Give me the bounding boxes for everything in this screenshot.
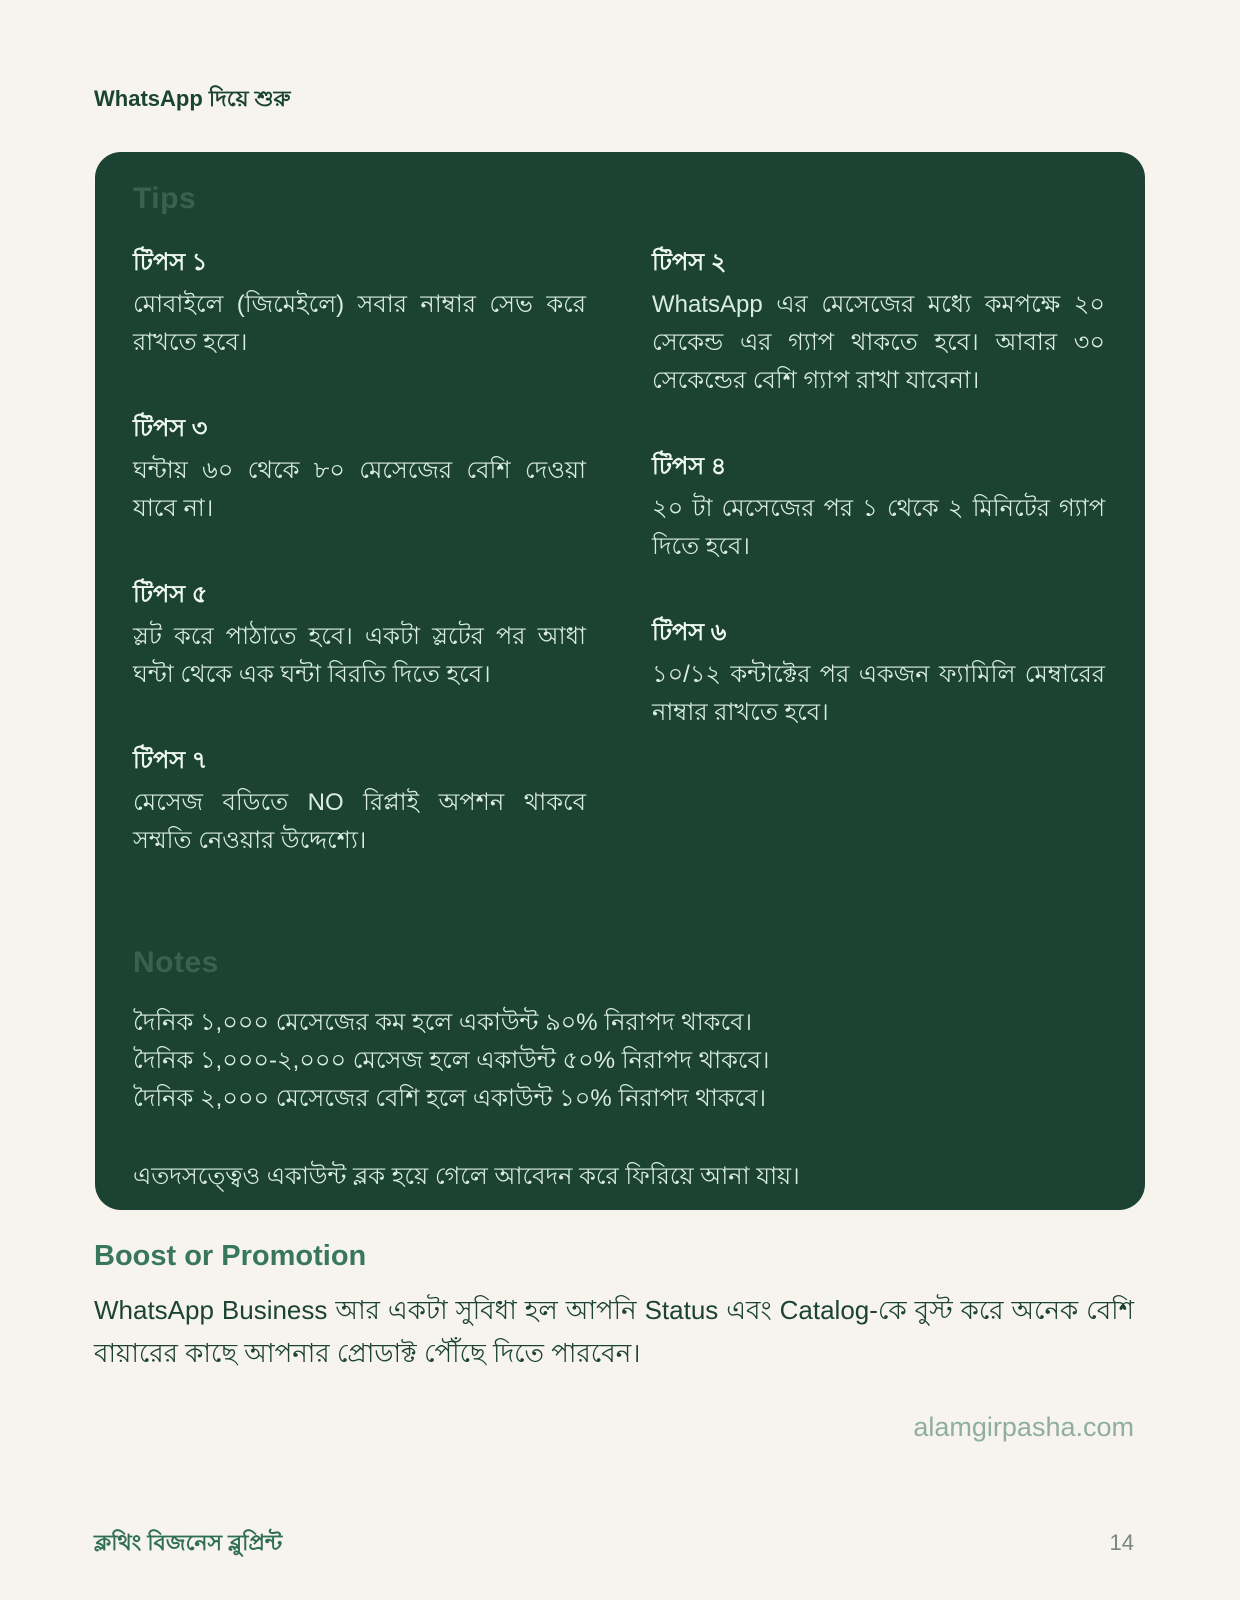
tip-2-title: টিপস ২ [652,249,727,276]
footer-book-title: ক্লথিং বিজনেস ব্লুপ্রিন্ট [94,1530,283,1555]
tip-2 [652,244,1105,400]
tip-6 [652,614,1105,732]
tip-2-body: WhatsApp এর মেসেজের মধ্যে কমপক্ষে ২০ সেকেন্ড এর গ্যাপ থাকতে হবে। আবার ৩০ সেকেন্ডের বেশি গ্যাপ রাখা যাবেনা। [652,291,1105,394]
tip-3-title: টিপস ৩ [133,415,208,442]
tip-3-body: ঘন্টায় ৬০ থেকে ৮০ মেসেজের বেশি দেওয়া যাবে না। [133,457,586,522]
watermark-url: alamgirpasha.com [913,1412,1134,1442]
notes-list [133,1004,1105,1118]
tips-heading: Tips [133,182,197,215]
boost-body: WhatsApp Business আর একটা সুবিধা হল আপনি Status এবং Catalog-কে বুস্ট করে অনেক বেশি বায়ারের কাছে আপনার প্রোডাক্ট পৌঁছে দিতে পারবেন। [94,1295,1134,1368]
tips-column-right [652,244,1105,860]
tip-4-body: ২০ টা মেসেজের পর ১ থেকে ২ মিনিটের গ্যাপ দিতে হবে। [652,495,1105,560]
tip-5 [133,576,586,694]
tip-5-title: টিপস ৫ [133,581,208,608]
boost-section [94,1240,1134,1375]
tip-1 [133,244,586,362]
page-header: WhatsApp দিয়ে শুরু [94,86,291,111]
tip-4-title: টিপস ৪ [652,453,727,480]
tip-1-body: মোবাইলে (জিমেইলে) সবার নাম্বার সেভ করে রাখতে হবে। [133,291,586,356]
footer-page-number: 14 [1109,1530,1134,1555]
tip-5-body: স্লট করে পাঠাতে হবে। একটা স্লটের পর আধা ঘন্টা থেকে এক ঘন্টা বিরতি দিতে হবে। [133,623,586,688]
boost-heading: Boost or Promotion [94,1240,367,1272]
tips-card [95,152,1145,1210]
page-footer [94,1526,1134,1563]
tip-1-title: টিপস ১ [133,249,208,276]
tip-4 [652,448,1105,566]
tip-7-title: টিপস ৭ [133,747,208,774]
notes-heading: Notes [133,946,219,979]
note-line-2: দৈনিক ১,০০০-২,০০০ মেসেজ হলে একাউন্ট ৫০% নিরাপদ থাকবে। [133,1047,770,1074]
tip-3 [133,410,586,528]
tip-6-title: টিপস ৬ [652,619,727,646]
note-line-1: দৈনিক ১,০০০ মেসেজের কম হলে একাউন্ট ৯০% নিরাপদ থাকবে। [133,1009,753,1036]
tips-column-left [133,244,586,860]
tip-7 [133,742,586,860]
notes-footer-line: এতদসত্ত্বেও একাউন্ট ব্লক হয়ে গেলে আবেদন করে ফিরিয়ে আনা যায়। [133,1163,800,1190]
note-line-3: দৈনিক ২,০০০ মেসেজের বেশি হলে একাউন্ট ১০% নিরাপদ থাকবে। [133,1085,767,1112]
tip-6-body: ১০/১২ কন্টাক্টের পর একজন ফ্যামিলি মেম্বারের নাম্বার রাখতে হবে। [652,661,1105,726]
tip-7-body: মেসেজ বডিতে NO রিপ্লাই অপশন থাকবে সম্মতি নেওয়ার উদ্দেশ্যে। [133,789,586,854]
tips-grid [133,244,1105,860]
